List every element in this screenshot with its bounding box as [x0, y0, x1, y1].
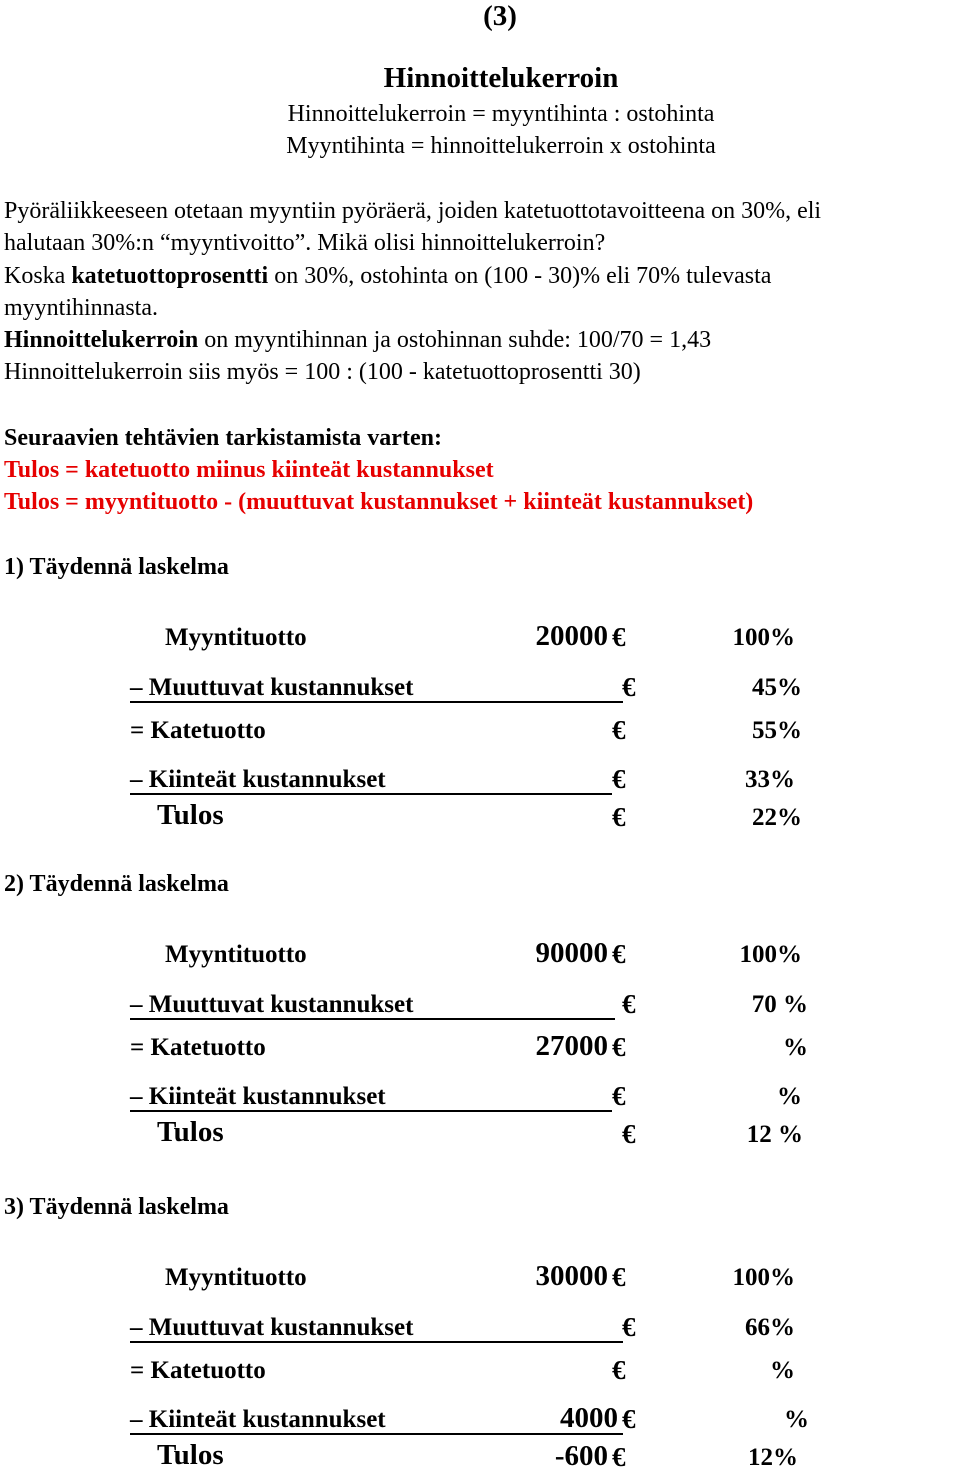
check-heading: Seuraavien tehtävien tarkistamista varten: — [4, 425, 442, 451]
euro-icon: € — [612, 1355, 626, 1385]
euro-icon: € — [612, 1442, 626, 1472]
variable-costs-label: – Muuttuvat kustannukset — [130, 675, 623, 703]
euro-icon: € — [612, 1262, 626, 1292]
intro-line-3-term: katetuottoprosentti — [71, 263, 269, 289]
euro-icon: € — [612, 764, 626, 794]
task-heading: 3) Täydennä laskelma — [4, 1194, 229, 1220]
sales-percent[interactable]: 100% — [732, 624, 795, 651]
euro-icon: € — [612, 715, 626, 745]
fixed-costs-percent[interactable]: % — [784, 1406, 809, 1433]
contribution-margin-percent[interactable]: % — [770, 1357, 795, 1384]
result-amount[interactable]: -600 — [554, 1440, 608, 1472]
intro-line-5 — [4, 328, 711, 352]
intro-line-3 — [4, 264, 771, 288]
fixed-costs-label: – Kiinteät kustannukset — [130, 1407, 623, 1435]
variable-costs-label: – Muuttuvat kustannukset — [130, 1315, 623, 1343]
euro-icon: € — [622, 672, 636, 702]
sales-percent[interactable]: 100% — [732, 1264, 795, 1291]
euro-icon: € — [622, 989, 636, 1019]
fixed-costs-percent[interactable]: % — [777, 1083, 802, 1110]
fixed-costs-label: – Kiinteät kustannukset — [130, 1084, 612, 1112]
variable-costs-label: – Muuttuvat kustannukset — [130, 992, 615, 1020]
intro-line-5-term: Hinnoittelukerroin — [4, 327, 199, 353]
sales-percent[interactable]: 100% — [739, 941, 802, 968]
euro-icon: € — [612, 1081, 626, 1111]
result-label: Tulos — [157, 799, 224, 831]
contribution-margin-percent[interactable]: % — [783, 1034, 808, 1061]
euro-icon: € — [622, 1404, 636, 1434]
sales-amount[interactable]: 20000 — [535, 620, 608, 652]
fixed-costs-percent[interactable]: 33% — [745, 766, 795, 793]
task-heading: 1) Täydennä laskelma — [4, 554, 229, 580]
result-percent[interactable]: 12% — [748, 1444, 798, 1471]
formula-coefficient: Hinnoittelukerroin = myyntihinta : ostohinta — [287, 101, 715, 127]
contribution-margin-label: = Katetuotto — [130, 717, 266, 744]
sales-amount[interactable]: 90000 — [535, 937, 608, 969]
result-label: Tulos — [157, 1439, 224, 1471]
euro-icon: € — [622, 1312, 636, 1342]
formula-selling-price: Myyntihinta = hinnoittelukerroin x ostohinta — [286, 133, 716, 159]
euro-icon: € — [612, 802, 626, 832]
variable-costs-percent[interactable]: 70 % — [751, 991, 808, 1018]
euro-icon: € — [612, 622, 626, 652]
contribution-margin-label: = Katetuotto — [130, 1357, 266, 1384]
check-rule-2: Tulos = myyntituotto - (muuttuvat kustannukset + kiinteät kustannukset) — [4, 489, 754, 515]
intro-line-1: Pyöräliikkeeseen otetaan myyntiin pyöräerä, joiden katetuottotavoitteena on 30%, eli — [4, 198, 822, 224]
intro-line-6: Hinnoittelukerroin siis myös = 100 : (100 - katetuottoprosentti 30) — [4, 359, 641, 385]
sales-amount[interactable]: 30000 — [535, 1260, 608, 1292]
sales-label: Myyntituotto — [165, 941, 307, 968]
fixed-costs-label: – Kiinteät kustannukset — [130, 767, 612, 795]
page-title: Hinnoittelukerroin — [383, 62, 619, 94]
contribution-margin-amount[interactable]: 27000 — [535, 1030, 608, 1062]
task-heading: 2) Täydennä laskelma — [4, 871, 229, 897]
result-percent[interactable]: 12 % — [746, 1121, 803, 1148]
contribution-margin-label: = Katetuotto — [130, 1034, 266, 1061]
euro-icon: € — [612, 1032, 626, 1062]
contribution-margin-percent[interactable]: 55% — [752, 717, 802, 744]
variable-costs-percent[interactable]: 66% — [745, 1314, 795, 1341]
page-number: (3) — [483, 0, 517, 32]
check-rule-1: Tulos = katetuotto miinus kiinteät kustannukset — [4, 457, 494, 483]
sales-label: Myyntituotto — [165, 624, 307, 651]
fixed-costs-amount[interactable]: 4000 — [560, 1402, 618, 1434]
euro-icon: € — [612, 939, 626, 969]
result-percent[interactable]: 22% — [752, 804, 802, 831]
sales-label: Myyntituotto — [165, 1264, 307, 1291]
intro-line-5-post: on myyntihinnan ja ostohinnan suhde: 100/70 = 1,43 — [198, 327, 712, 353]
variable-costs-percent[interactable]: 45% — [752, 674, 802, 701]
intro-line-4: myyntihinnasta. — [4, 295, 158, 321]
euro-icon: € — [622, 1119, 636, 1149]
intro-line-2: halutaan 30%:n “myyntivoitto”. Mikä olisi hinnoittelukerroin? — [4, 230, 606, 256]
intro-line-3-pre: Koska — [4, 263, 72, 289]
result-label: Tulos — [157, 1116, 224, 1148]
intro-line-3-post: on 30%, ostohinta on (100 - 30)% eli 70% tulevasta — [268, 263, 772, 289]
